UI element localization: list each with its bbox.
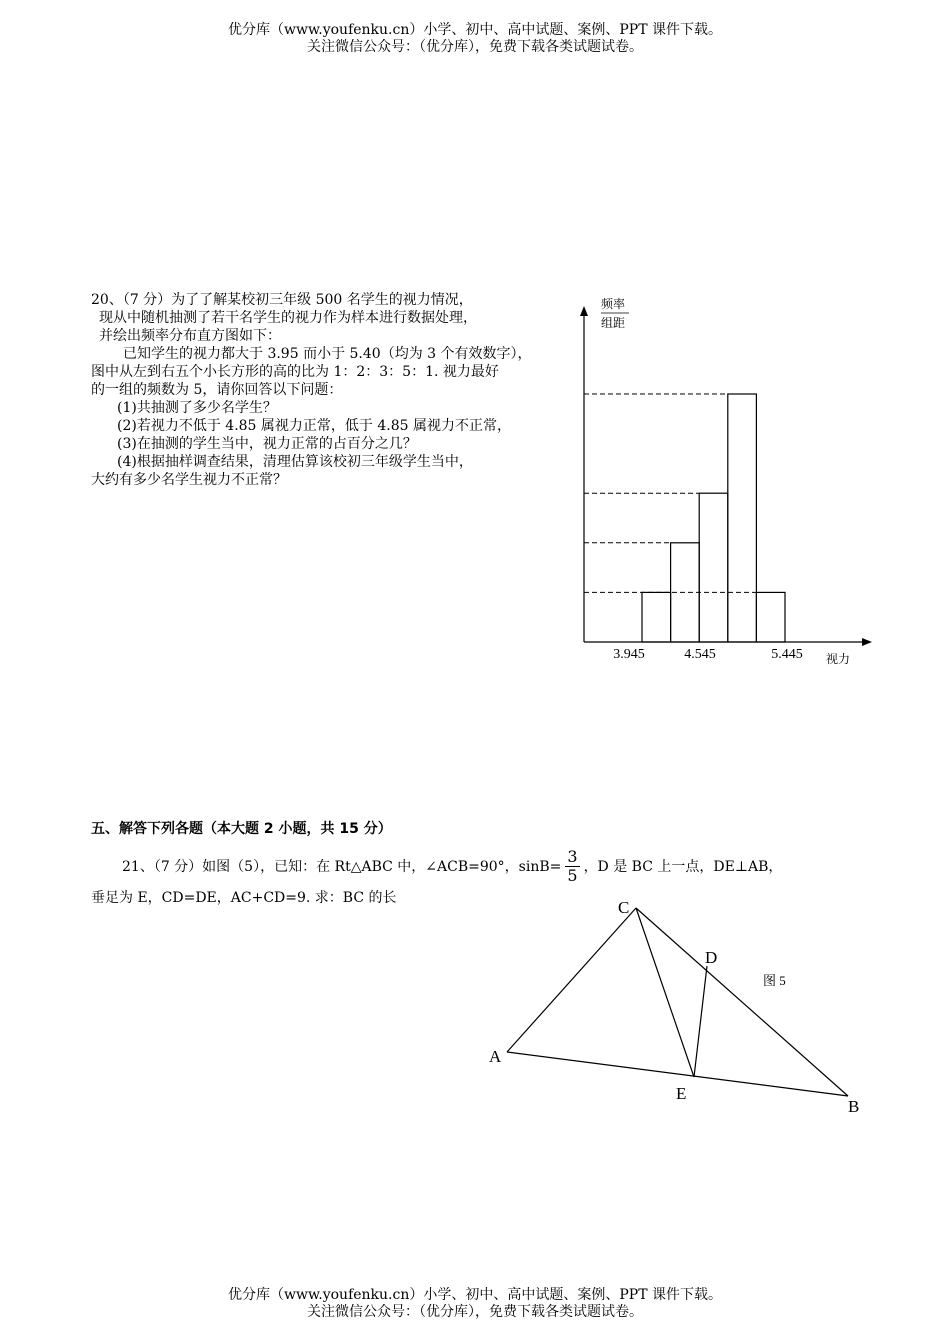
header-line-1: 优分库（www.youfenku.cn）小学、初中、高中试题、案例、PPT 课件下载。 (227, 22, 722, 38)
q20-line: 并绘出频率分布直方图如下： (99, 328, 281, 344)
page-footer (0, 1287, 950, 1321)
q20-line: 大约有多少名学生视力不正常？ (91, 472, 287, 488)
vertex-label-B: B (848, 1097, 860, 1116)
x-tick-label: 5.445 (771, 647, 803, 662)
q20-line: 20、（7 分）为了了解某校初三年级 500 名学生的视力情况， (91, 292, 473, 308)
x-tick-label: 4.545 (684, 647, 716, 662)
footer-line-1: 优分库（www.youfenku.cn）小学、初中、高中试题、案例、PPT 课件下载。 (227, 1287, 722, 1303)
segment-DE (694, 966, 707, 1077)
vertex-label-D: D (705, 948, 718, 967)
q20-line: 已知学生的视力都大于 3.95 而小于 5.40（均为 3 个有效数字）， (123, 346, 532, 362)
header-line-2: 关注微信公众号：（优分库），免费下载各类试题试卷。 (307, 39, 643, 55)
x-tick-label: 3.945 (613, 647, 645, 662)
figure-caption: 图 5 (763, 973, 786, 988)
vertex-label-E: E (676, 1084, 687, 1103)
question-21-line-2: 垂足为 E，CD=DE，AC+CD=9. 求：BC 的长 (91, 890, 397, 906)
vertex-label-C: C (618, 898, 630, 917)
q20-line: (3)在抽测的学生当中，视力正常的占百分之几？ (117, 436, 417, 452)
x-axis-label: 视力 (826, 652, 851, 666)
q20-line: 的一组的频数为 5，请你回答以下问题： (91, 382, 343, 398)
section-5-title: 五、解答下列各题（本大题 2 小题，共 15 分） (91, 821, 392, 837)
vertex-label-A: A (489, 1047, 502, 1066)
q20-line: (4)根据抽样调查结果，清理估算该校初三年级学生当中， (117, 454, 473, 470)
fraction-numerator: 3 (567, 847, 578, 866)
q20-line: 现从中随机抽测了若干名学生的视力作为样本进行数据处理， (99, 310, 477, 326)
q20-line: (1)共抽测了多少名学生？ (117, 400, 277, 416)
q20-line: 图中从左到右五个小长方形的高的比为 1：2：3：5：1. 视力最好 (91, 364, 499, 380)
segment-AC (507, 908, 636, 1052)
y-axis-label-top: 频率 (601, 297, 626, 311)
y-axis-label-bottom: 组距 (601, 316, 626, 330)
footer-line-2: 关注微信公众号：（优分库），免费下载各类试题试卷。 (307, 1304, 643, 1320)
fraction-denominator: 5 (567, 866, 578, 885)
q21-text-part1: 21、（7 分）如图（5），已知：在 Rt△ABC 中，∠ACB=90°，sinB= (122, 858, 562, 875)
q20-line: (2)若视力不低于 4.85 属视力正常，低于 4.85 属视力不正常， (117, 418, 511, 434)
q21-text-part2: ，D 是 BC 上一点，DE⊥AB， (583, 858, 783, 875)
